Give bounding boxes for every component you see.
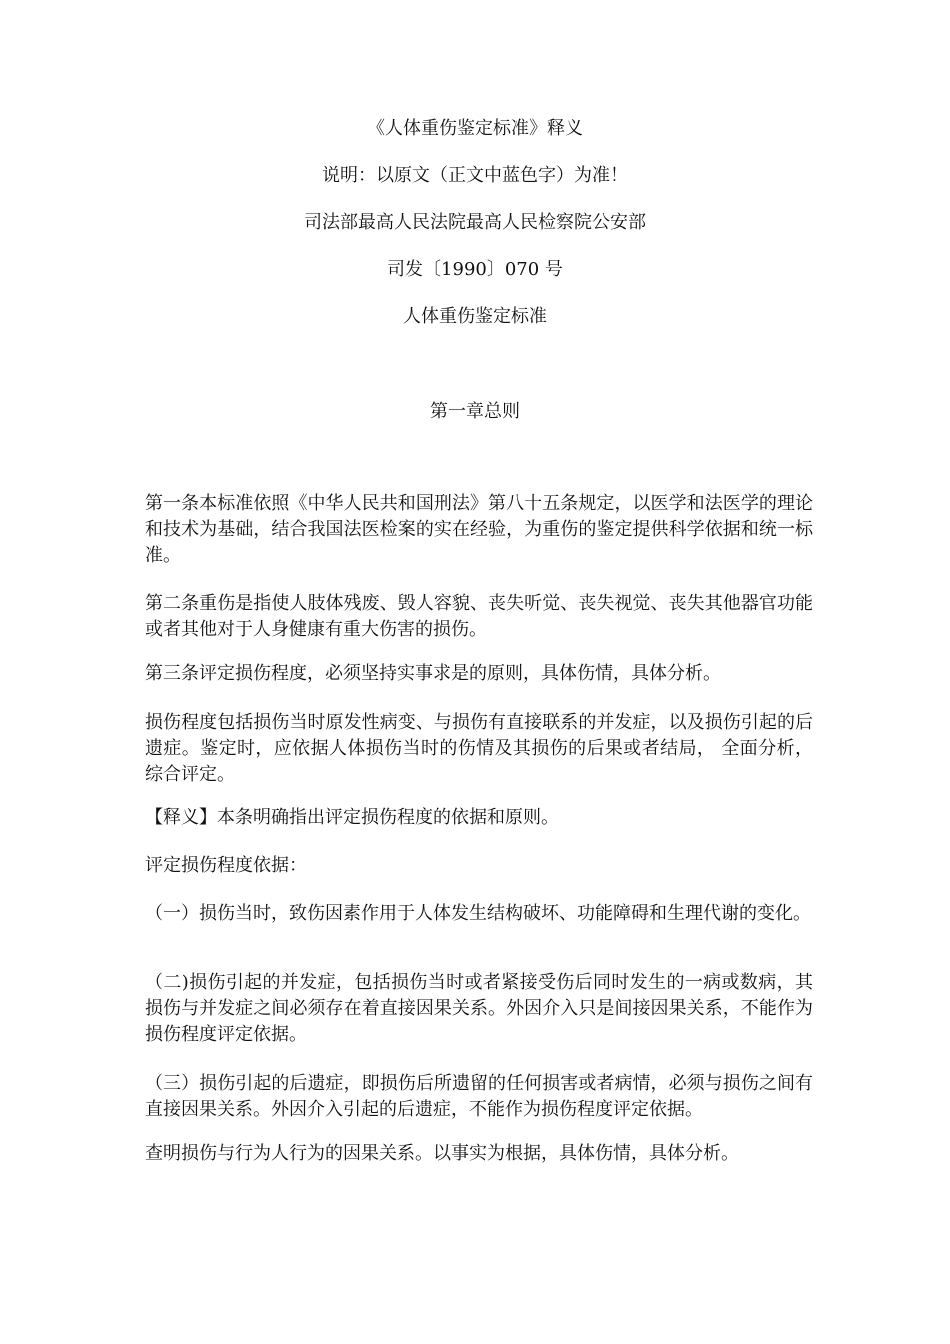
article-3-paragraph: 第三条评定损伤程度，必须坚持实事求是的原则，具体伤情，具体分析。 <box>145 663 721 684</box>
issuing-authorities: 司法部最高人民法院最高人民检察院公安部 <box>304 212 646 233</box>
causality-paragraph: 查明损伤与行为人行为的因果关系。以事实为根据，具体伤情，具体分析。 <box>145 1143 739 1164</box>
assessment-basis-heading: 评定损伤程度依据： <box>145 855 307 876</box>
article-2-paragraph: 第二条重伤是指使人肢体残废、毁人容貌、丧失听觉、丧失视觉、丧失其他器官功能或者其他对于人身健康有重大伤害的损伤。 <box>145 593 813 640</box>
article-1-paragraph: 第一条本标准依照《中华人民共和国刑法》第八十五条规定，以医学和法医学的理论和技术为基础，结合我国法医检案的实在经验，为重伤的鉴定提供科学依据和统一标准。 <box>145 493 813 566</box>
basis-item-3: （三）损伤引起的后遗症，即损伤后所遗留的任何损害或者病情，必须与损伤之间有直接因果关系。外因介入引起的后遗症，不能作为损伤程度评定依据。 <box>145 1073 813 1120</box>
basis-item-1: （一）损伤当时，致伤因素作用于人体发生结构破坏、功能障碍和生理代谢的变化。 <box>145 903 811 924</box>
basis-item-2: （二)损伤引起的并发症，包括损伤当时或者紧接受伤后同时发生的一病或数病，其损伤与并发症之间必须存在着直接因果关系。外因介入只是间接因果关系，不能作为损伤程度评定依据。 <box>145 972 813 1045</box>
document-number: 司发〔1990〕070 号 <box>387 259 563 280</box>
standard-name: 人体重伤鉴定标准 <box>403 306 547 327</box>
document-note: 说明：以原文（正文中蓝色字）为准！ <box>322 165 628 186</box>
injury-degree-paragraph: 损伤程度包括损伤当时原发性病变、与损伤有直接联系的并发症，以及损伤引起的后遗症。鉴定时，应依据人体损伤当时的伤情及其损伤的后果或者结局， 全面分析，综合评定。 <box>145 712 813 785</box>
document-title: 《人体重伤鉴定标准》释义 <box>367 118 583 139</box>
interpretation-paragraph: 【释义】本条明确指出评定损伤程度的依据和原则。 <box>145 807 559 828</box>
chapter-heading: 第一章总则 <box>430 401 520 422</box>
